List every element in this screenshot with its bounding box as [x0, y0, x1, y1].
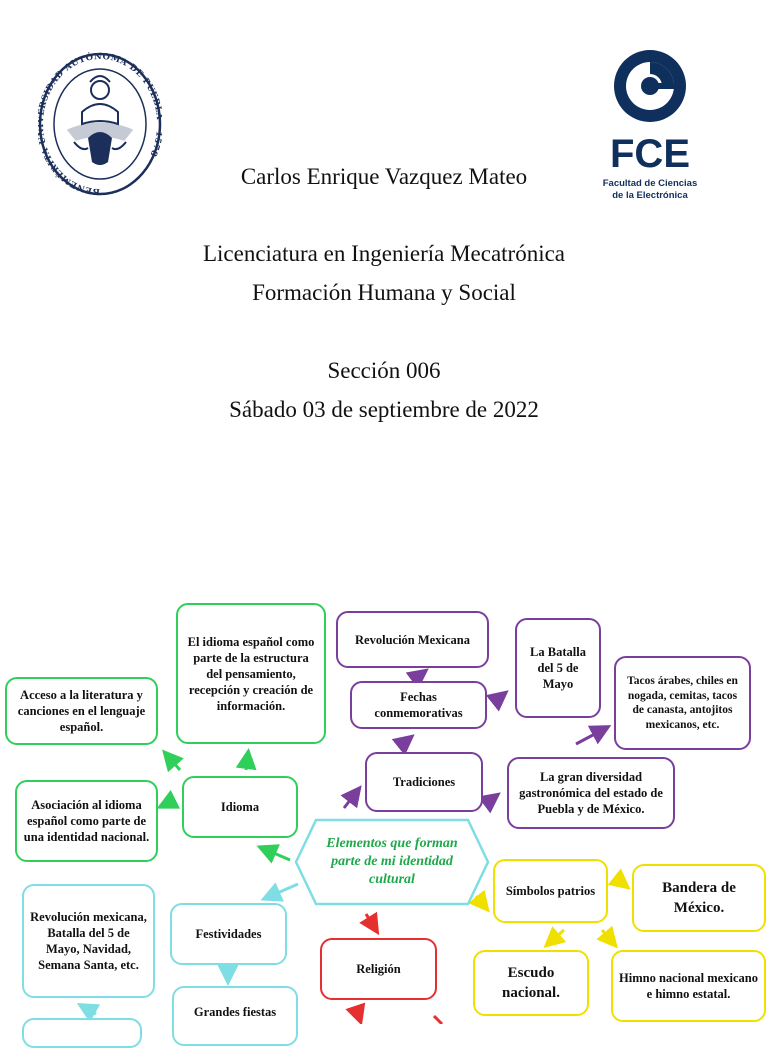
arrow-center-idioma — [262, 848, 290, 860]
node-fechas: Fechas conmemorativas — [350, 681, 487, 729]
arrow-tradiciones-fechas — [400, 738, 410, 746]
arrow-gastronomia-tacos — [576, 728, 606, 744]
node-tradiciones: Tradiciones — [365, 752, 483, 812]
node-idioma: Idioma — [182, 776, 298, 838]
svg-text:FCE: FCE — [610, 132, 690, 176]
node-festividades-lista: Revolución mexicana, Batalla del 5 de Mayo, Navidad, Semana Santa, etc. — [22, 884, 155, 998]
node-bandera: Bandera de México. — [632, 864, 766, 932]
arrow-simbolos-himno — [602, 930, 614, 944]
node-idioma-literatura: Acceso a la literatura y canciones en el lenguaje español. — [5, 677, 158, 745]
author-name: Carlos Enrique Vazquez Mateo — [240, 164, 528, 189]
node-himno: Himno nacional mexicano e himno estatal. — [611, 950, 766, 1022]
node-simbolos: Símbolos patrios — [493, 859, 608, 923]
center-topic: Elementos que forman parte de mi identidad cultural — [326, 836, 458, 887]
degree-name: Licenciatura en Ingeniería Mecatrónica — [202, 241, 566, 266]
arrow-center-religion — [366, 914, 376, 930]
node-batalla: La Batalla del 5 de Mayo — [515, 618, 601, 718]
arrow-festividades-lista — [82, 1006, 96, 1014]
date-label: Sábado 03 de septiembre de 2022 — [229, 397, 539, 422]
section-label: Sección 006 — [327, 358, 441, 383]
node-grandes-fiestas: Grandes fiestas — [172, 986, 298, 1046]
node-festividades: Festividades — [170, 903, 287, 965]
center-hexagon — [294, 818, 490, 906]
node-gastronomia: La gran diversidad gastronómica del estado de Puebla y de México. — [507, 757, 675, 829]
node-cyan-partial — [22, 1018, 142, 1048]
arrow-idioma-estructura — [246, 754, 248, 770]
arrow-religion-down-1 — [356, 1008, 360, 1020]
arrow-idioma-identidad — [162, 800, 174, 806]
arrow-religion-down-2 — [434, 1016, 442, 1024]
arrow-tradiciones-gastronomia — [488, 796, 496, 802]
svg-text:Facultad de Ciencias: Facultad de Ciencias — [602, 178, 698, 189]
node-religion: Religión — [320, 938, 437, 1000]
node-idioma-identidad: Asociación al idioma español como parte de una identidad nacional. — [15, 780, 158, 862]
svg-text:BENEMÉRITA UNIVERSIDAD AUTÓNOM: BENEMÉRITA U RSIDAD AUTÓNOMA DE PUEB 578 · — [38, 52, 162, 197]
node-escudo: Escudo nacional. — [473, 950, 589, 1016]
arrow-idioma-literatura — [166, 754, 180, 770]
svg-text:de la Electrónica: de la Electrónica — [612, 190, 688, 201]
node-idioma-estructura: El idioma español como parte de la estructura del pensamiento, recepción y creación de información. — [176, 603, 326, 744]
course-name: Formación Humana y Social — [252, 280, 516, 305]
arrow-fechas-revolucion — [416, 672, 424, 678]
arrow-center-tradiciones — [344, 790, 358, 808]
node-revolucion: Revolución Mexicana — [336, 611, 489, 668]
arrow-simbolos-escudo — [548, 930, 564, 944]
node-tacos: Tacos árabes, chiles en nogada, cemitas, tacos de canasta, antojitos mexicanos, etc. — [614, 656, 751, 750]
arrow-simbolos-bandera — [616, 878, 626, 886]
arrow-fechas-batalla — [494, 694, 504, 702]
